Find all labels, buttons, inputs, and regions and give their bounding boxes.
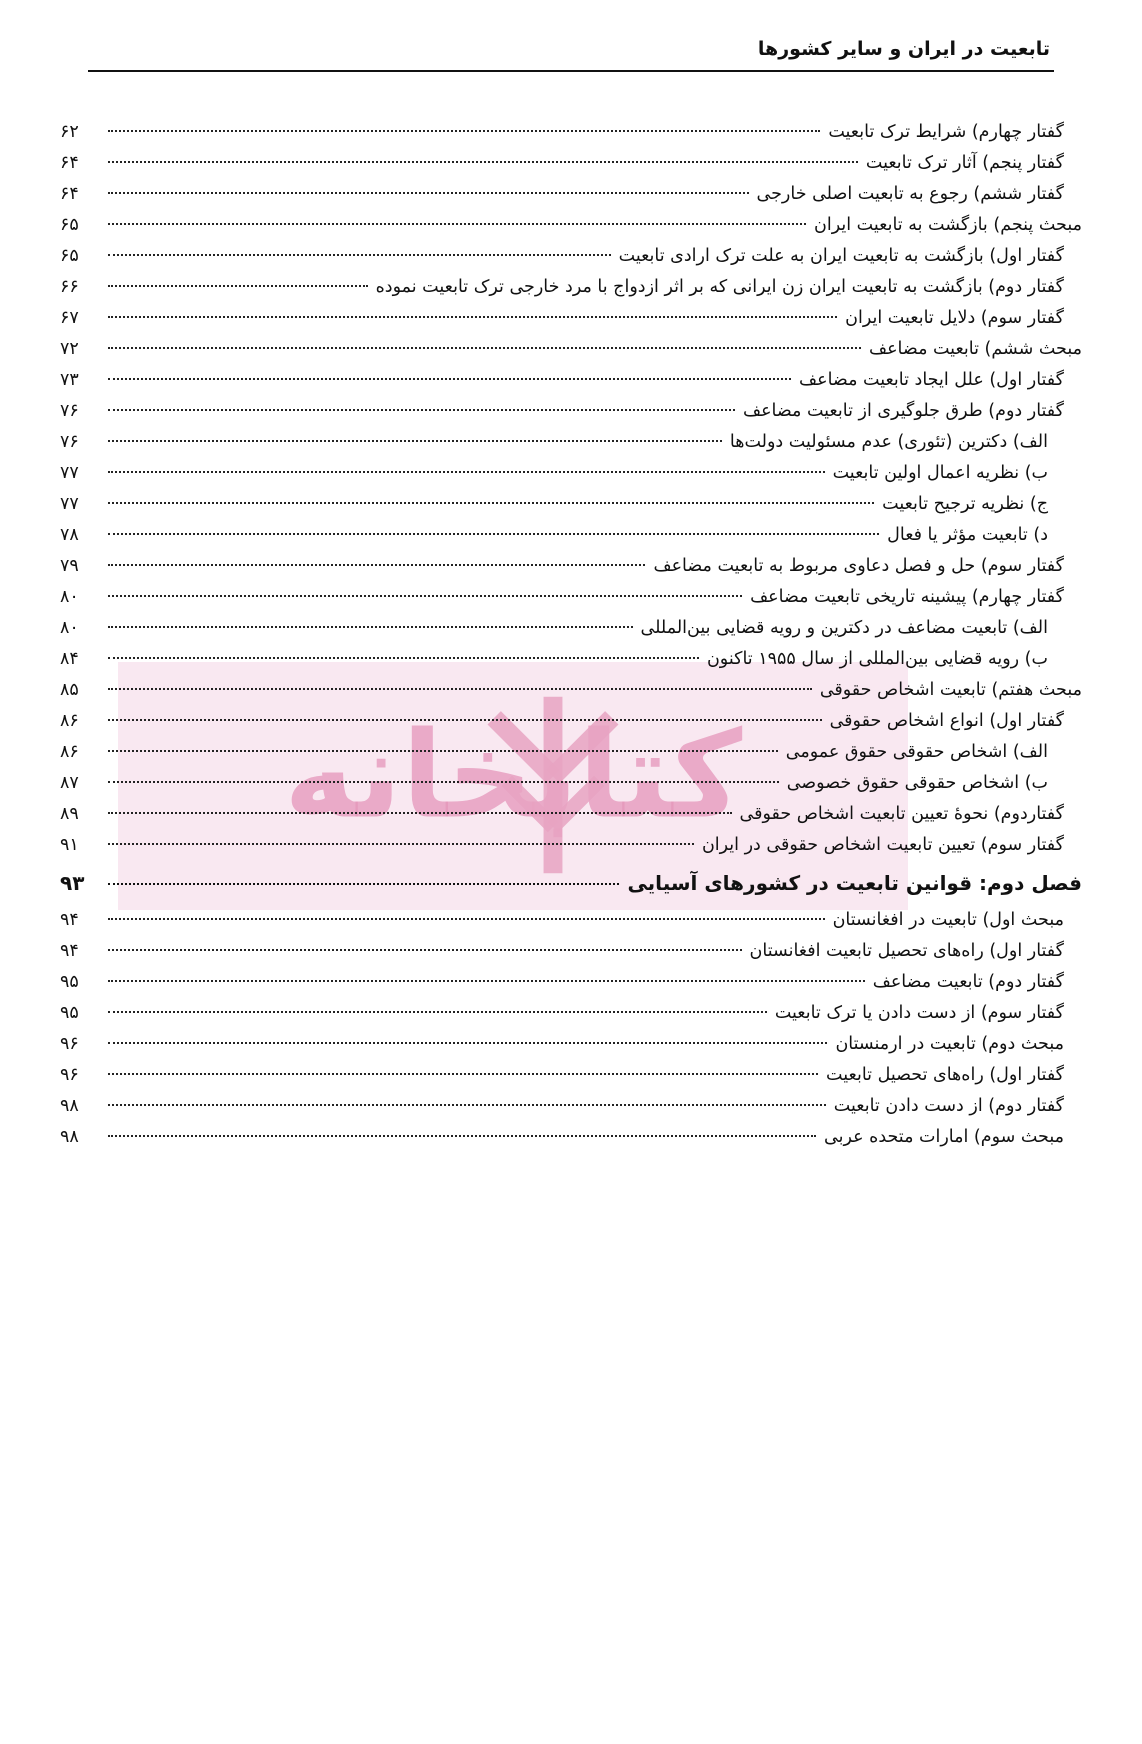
toc-entry-page-number: ۹۵: [60, 971, 79, 992]
toc-entry-page-number: ۷۸: [60, 525, 79, 545]
toc-entry-page-number: ۷۳: [60, 370, 79, 390]
toc-row[interactable]: [60, 155, 1082, 173]
toc-entry-page-number: ۹۶: [60, 1033, 79, 1054]
toc-leader-dots: [108, 129, 820, 132]
toc-row[interactable]: [60, 341, 1082, 359]
toc-entry-title: الف) تابعیت مضاعف در دکترین و رویه قضایی بین‌المللی: [640, 618, 1048, 638]
toc-row[interactable]: [60, 651, 1082, 669]
toc-leader-dots: [108, 625, 633, 628]
toc-row[interactable]: [60, 248, 1082, 266]
toc-entry-title: گفتار اول) راه‌های تحصیل تابعیت: [826, 1064, 1064, 1085]
toc-leader-dots: [108, 1010, 767, 1013]
toc-leader-dots: [108, 687, 812, 690]
toc-entry-page-number: ۶۲: [60, 122, 79, 142]
toc-leader-dots: [108, 811, 732, 814]
toc-entry-page-number: ۸۴: [60, 649, 79, 669]
toc-entry-title: گفتار دوم) طرق جلوگیری از تابعیت مضاعف: [742, 401, 1064, 421]
toc-entry-title: گفتار چهارم) پیشینه تاریخی تابعیت مضاعف: [750, 587, 1064, 607]
toc-leader-dots: [108, 656, 699, 659]
toc-entry-page-number: ۹۶: [60, 1064, 79, 1085]
toc-row[interactable]: [60, 682, 1082, 700]
toc-entry-title: ج) نظریه ترجیح تابعیت: [882, 494, 1048, 514]
toc-row[interactable]: [60, 527, 1082, 545]
toc-row[interactable]: [60, 775, 1082, 793]
toc-leader-dots: [108, 1134, 816, 1137]
toc-entry-page-number: ۹۱: [60, 835, 79, 855]
toc-entry-title: گفتار اول) علل ایجاد تابعیت مضاعف: [799, 370, 1064, 390]
toc-entry-page-number: ۹۳: [60, 870, 85, 895]
toc-entry-title: فصل دوم: قوانین تابعیت در کشورهای آسیایی: [627, 870, 1082, 895]
toc-row[interactable]: [60, 971, 1082, 992]
toc-row[interactable]: [60, 620, 1082, 638]
toc-leader-dots: [108, 563, 645, 566]
toc-row[interactable]: [60, 940, 1082, 961]
toc-leader-dots: [108, 532, 879, 535]
toc-row[interactable]: [60, 1064, 1082, 1085]
toc-row[interactable]: [60, 372, 1082, 390]
toc-leader-dots: [108, 1103, 826, 1106]
toc-entry-title: گفتار اول) راه‌های تحصیل تابعیت افغانستان: [749, 940, 1064, 961]
toc-leader-dots: [108, 979, 865, 982]
toc-leader-dots: [108, 222, 806, 225]
toc-row[interactable]: [60, 496, 1082, 514]
toc-entry-page-number: ۶۶: [60, 277, 79, 297]
toc-entry-title: مبحث دوم) تابعیت در ارمنستان: [835, 1033, 1064, 1054]
toc-entry-title: گفتار اول) بازگشت به تابعیت ایران به علت ترک ارادی تابعیت: [618, 246, 1064, 266]
toc-leader-dots: [108, 470, 825, 473]
toc-chapter-row[interactable]: [60, 870, 1082, 895]
toc-entry-page-number: ۸۶: [60, 711, 79, 731]
toc-leader-dots: [108, 1072, 818, 1075]
toc-entry-title: گفتار چهارم) شرایط ترک تابعیت: [828, 122, 1064, 142]
watermark-text: کتابخانه: [283, 706, 743, 846]
toc-row[interactable]: [60, 217, 1082, 235]
toc-row[interactable]: [60, 806, 1082, 824]
toc-entry-page-number: ۶۵: [60, 215, 79, 235]
toc-entry-title: گفتار دوم) بازگشت به تابعیت ایران زن ایرانی که بر اثر ازدواج با مرد خارجی ترک تابعیت نموده: [375, 277, 1064, 297]
toc-leader-dots: [108, 948, 742, 951]
toc-entry-page-number: ۸۰: [60, 618, 79, 638]
toc-leader-dots: [108, 749, 778, 752]
toc-leader-dots: [108, 377, 791, 380]
toc-entry-title: گفتار سوم) حل و فصل دعاوی مربوط به تابعیت مضاعف: [653, 556, 1064, 576]
toc-leader-dots: [108, 780, 779, 783]
toc-leader-dots: [108, 439, 722, 442]
toc-entry-page-number: ۹۸: [60, 1126, 79, 1147]
toc-entry-page-number: ۷۶: [60, 401, 79, 421]
toc-entry-title: د) تابعیت مؤثر یا فعال: [887, 525, 1048, 545]
toc-entry-page-number: ۸۶: [60, 742, 79, 762]
toc-row[interactable]: [60, 279, 1082, 297]
toc-entry-page-number: ۸۵: [60, 680, 79, 700]
toc-leader-dots: [108, 253, 611, 256]
toc-entry-title: مبحث هفتم) تابعیت اشخاص حقوقی: [819, 680, 1082, 700]
toc-leader-dots: [108, 284, 368, 287]
toc-entry-page-number: ۸۷: [60, 773, 79, 793]
toc-leader-dots: [108, 1041, 827, 1044]
toc-entry-title: الف) دکترین (تئوری) عدم مسئولیت دولت‌ها: [729, 432, 1048, 452]
toc-row[interactable]: [60, 744, 1082, 762]
toc-row[interactable]: [60, 909, 1082, 930]
toc-entry-page-number: ۶۴: [60, 184, 79, 204]
toc-entry-page-number: ۷۷: [60, 494, 79, 514]
toc-entry-title: مبحث ششم) تابعیت مضاعف: [869, 339, 1082, 359]
page-header: [88, 38, 1054, 72]
toc-entry-page-number: ۸۰: [60, 587, 79, 607]
toc-leader-dots: [108, 160, 858, 163]
toc-entry-page-number: ۹۵: [60, 1002, 79, 1023]
toc-row[interactable]: [60, 1095, 1082, 1116]
toc-entry-title: مبحث اول) تابعیت در افغانستان: [832, 909, 1064, 930]
toc-leader-dots: [108, 842, 694, 845]
toc-entry-title: گفتار پنجم) آثار ترک تابعیت: [865, 153, 1064, 173]
running-head-title: تابعیت در ایران و سایر کشورها: [757, 38, 1050, 60]
toc-leader-dots: [108, 315, 837, 318]
toc-row[interactable]: [60, 713, 1082, 731]
toc-leader-dots: [108, 501, 874, 504]
toc-leader-dots: [108, 594, 742, 597]
toc-row[interactable]: [60, 310, 1082, 328]
toc-entry-page-number: ۷۹: [60, 556, 79, 576]
toc-row[interactable]: [60, 465, 1082, 483]
toc-entry-title: گفتار سوم) از دست دادن یا ترک تابعیت: [774, 1002, 1064, 1023]
toc-entry-page-number: ۷۶: [60, 432, 79, 452]
toc-entry-page-number: ۶۷: [60, 308, 79, 328]
toc-entry-title: گفتار اول) انواع اشخاص حقوقی: [829, 711, 1064, 731]
header-divider: [88, 70, 1054, 72]
toc-entry-page-number: ۶۵: [60, 246, 79, 266]
toc-row[interactable]: [60, 837, 1082, 855]
toc-entry-title: گفتار دوم) تابعیت مضاعف: [872, 971, 1064, 992]
toc-leader-dots: [108, 882, 619, 885]
toc-row[interactable]: [60, 1033, 1082, 1054]
toc-row[interactable]: [60, 403, 1082, 421]
toc-row[interactable]: [60, 1002, 1082, 1023]
toc-entry-page-number: ۶۴: [60, 153, 79, 173]
toc-leader-dots: [108, 408, 735, 411]
toc-row[interactable]: [60, 589, 1082, 607]
toc-entry-title: الف) اشخاص حقوقی حقوق عمومی: [785, 742, 1048, 762]
toc-entry-title: گفتار دوم) از دست دادن تابعیت: [833, 1095, 1064, 1116]
toc-entry-page-number: ۹۴: [60, 940, 79, 961]
table-of-contents: [60, 124, 1082, 1160]
toc-entry-title: گفتاردوم) نحوهٔ تعیین تابعیت اشخاص حقوقی: [739, 804, 1064, 824]
toc-row[interactable]: [60, 186, 1082, 204]
toc-entry-page-number: ۷۷: [60, 463, 79, 483]
toc-entry-title: ب) نظریه اعمال اولین تابعیت: [832, 463, 1048, 483]
toc-entry-title: مبحث پنجم) بازگشت به تابعیت ایران: [814, 215, 1082, 235]
toc-leader-dots: [108, 718, 822, 721]
toc-entry-title: مبحث سوم) امارات متحده عربی: [824, 1126, 1064, 1147]
toc-entry-page-number: ۸۹: [60, 804, 79, 824]
toc-entry-title: گفتار سوم) تعیین تابعیت اشخاص حقوقی در ایران: [701, 835, 1064, 855]
toc-leader-dots: [108, 346, 861, 349]
toc-leader-dots: [108, 191, 749, 194]
toc-entry-page-number: ۹۴: [60, 909, 79, 930]
toc-entry-page-number: ۹۸: [60, 1095, 79, 1116]
toc-entry-page-number: ۷۲: [60, 339, 79, 359]
toc-row[interactable]: [60, 434, 1082, 452]
toc-leader-dots: [108, 917, 825, 920]
toc-entry-title: گفتار سوم) دلایل تابعیت ایران: [845, 308, 1064, 328]
toc-row[interactable]: [60, 558, 1082, 576]
toc-entry-title: ب) اشخاص حقوقی حقوق خصوصی: [786, 773, 1048, 793]
toc-row[interactable]: [60, 124, 1082, 142]
toc-entry-title: ب) رویه قضایی بین‌المللی از سال ۱۹۵۵ تاکنون: [706, 649, 1048, 669]
toc-entry-title: گفتار ششم) رجوع به تابعیت اصلی خارجی: [756, 184, 1064, 204]
toc-row[interactable]: [60, 1126, 1082, 1147]
